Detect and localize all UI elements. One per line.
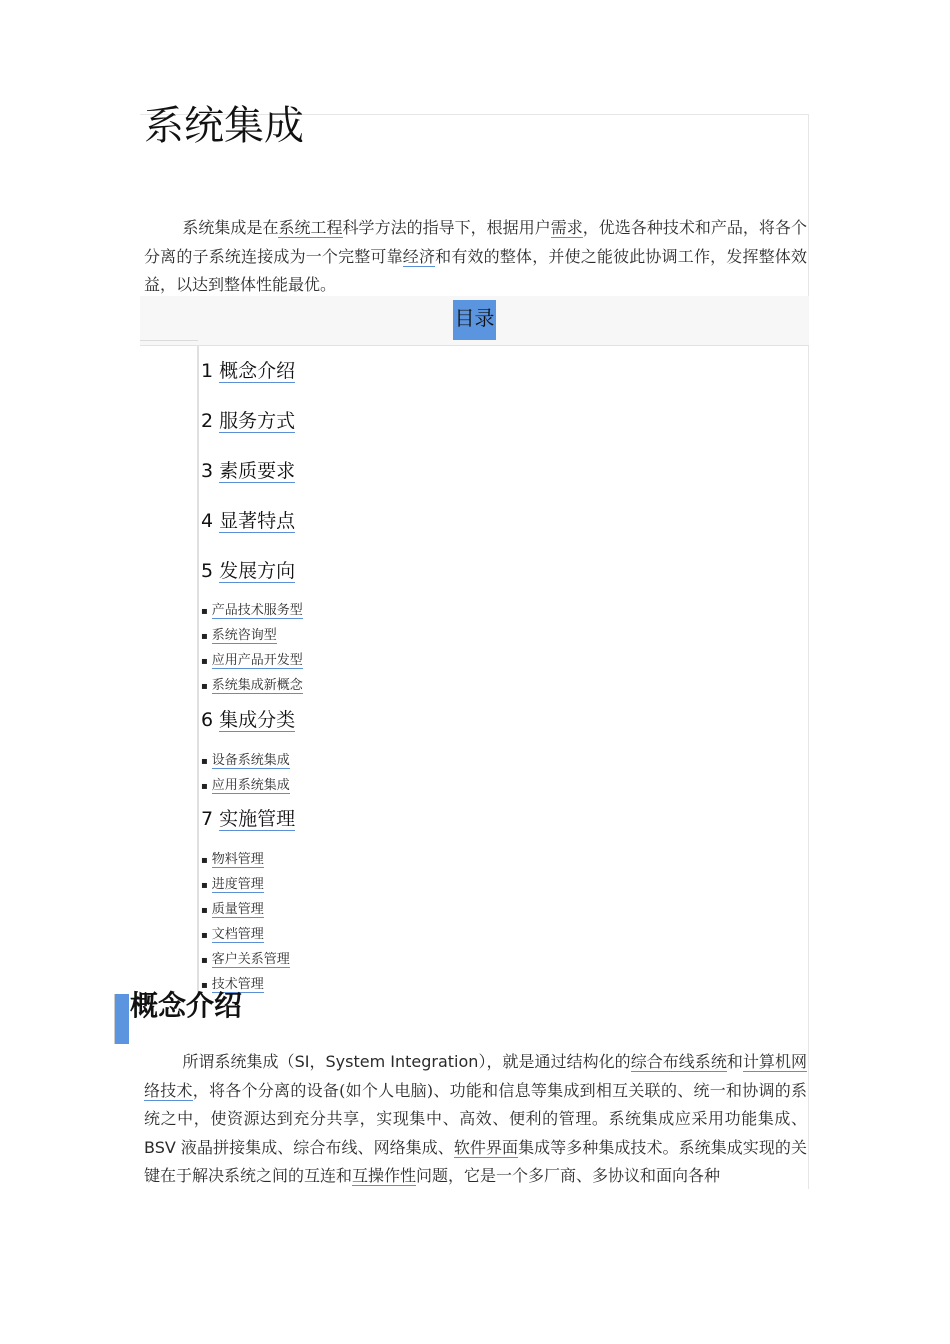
bullet-icon: ▪: [201, 880, 208, 891]
toc-subitem[interactable]: [201, 652, 303, 671]
bullet-icon: ▪: [201, 681, 208, 692]
toc-num: 6: [201, 709, 214, 731]
section-title: 概念介绍: [130, 989, 243, 1022]
toc-item-3[interactable]: [201, 458, 295, 484]
toc-header: [140, 296, 809, 346]
toc-num: 2: [201, 410, 214, 432]
toc-link[interactable]: 服务方式: [219, 410, 296, 432]
toc-link[interactable]: 发展方向: [219, 560, 296, 582]
toc-sublink[interactable]: 客户关系管理: [211, 952, 290, 967]
intro-text: 系统集成是在: [182, 218, 279, 237]
bullet-icon: ▪: [201, 781, 208, 792]
intro-text: 和有效的整体，并使之能彼此协调工作，发挥整体效益，以达到整体性能最优。: [144, 246, 807, 294]
toc-title: 目录: [453, 300, 496, 340]
toc-num: 4: [201, 510, 214, 532]
body-text: 问题，它是一个多厂商、多协议和面向各种: [416, 1166, 721, 1185]
toc-sublink[interactable]: 系统集成新概念: [211, 678, 303, 693]
intro-text: ，优选各种技术和产品，将各个分离的子系统连接成为一个完整可靠: [144, 218, 807, 266]
body-text: ，将各个分离的设备(如个人电脑)、功能和信息等集成到相互关联的、统一和协调的系统之中，使资源达到充分共享，实现集中、高效、便利的管理。系统集成应采用功能集成、: [144, 1080, 807, 1128]
toc-subitem[interactable]: [201, 926, 264, 945]
toc-subitem[interactable]: [201, 876, 264, 895]
bullet-icon: ▪: [201, 756, 208, 767]
bullet-icon: ▪: [201, 955, 208, 966]
toc-subitem[interactable]: [201, 602, 303, 621]
toc-num: 5: [201, 560, 214, 582]
toc-link[interactable]: 显著特点: [219, 510, 296, 532]
section-marker: [114, 994, 129, 1044]
bullet-icon: ▪: [201, 980, 208, 991]
toc-num: 7: [201, 808, 214, 830]
intro-paragraph: [144, 214, 807, 300]
link-interoperability[interactable]: 互操作性: [352, 1166, 417, 1185]
bullet-icon: ▪: [201, 656, 208, 667]
page-title: 系统集成: [144, 103, 304, 149]
toc-sublink[interactable]: 应用系统集成: [211, 778, 290, 793]
body-text: ），就是通过结构化的: [478, 1052, 631, 1071]
toc-sublink[interactable]: 技术管理: [211, 977, 264, 992]
toc-sublink[interactable]: 系统咨询型: [211, 628, 277, 643]
toc-item-4[interactable]: [201, 508, 295, 534]
bullet-icon: ▪: [201, 606, 208, 617]
toc-subitem[interactable]: [201, 627, 277, 646]
bullet-icon: ▪: [201, 631, 208, 642]
link-software-interface[interactable]: 软件界面: [453, 1137, 519, 1157]
toc-subitem[interactable]: [201, 677, 303, 696]
body-text: 集成等多种集成技术。系统集成实现的关键在于解决系统之间的互连和: [144, 1137, 807, 1185]
toc-link[interactable]: 实施管理: [219, 808, 296, 830]
toc-sublink[interactable]: 进度管理: [211, 877, 264, 892]
toc-sublink[interactable]: 质量管理: [211, 902, 264, 917]
link-economy[interactable]: 经济: [402, 246, 436, 266]
body-text: BSV: [144, 1137, 176, 1157]
toc-sublink[interactable]: 应用产品开发型: [211, 653, 303, 668]
toc-divider: [140, 340, 198, 341]
intro-text: 科学方法的指导下，根据用户: [342, 218, 551, 237]
section-paragraph: [144, 1048, 807, 1191]
toc-sublink[interactable]: 产品技术服务型: [211, 603, 303, 618]
link-network-technology[interactable]: 计算机网络技术: [144, 1052, 807, 1100]
toc-subitem[interactable]: [201, 951, 290, 970]
toc-sublink[interactable]: 物料管理: [211, 852, 264, 867]
toc-link[interactable]: 集成分类: [219, 709, 296, 731]
toc-item-6[interactable]: [201, 707, 295, 733]
body-text: SI，System Integration: [294, 1052, 479, 1071]
toc-item-1[interactable]: [201, 358, 295, 384]
body-text: 和: [726, 1052, 743, 1071]
toc-divider: [197, 346, 199, 996]
toc-num: 1: [201, 360, 214, 382]
link-system-engineering[interactable]: 系统工程: [278, 218, 343, 237]
link-demand[interactable]: 需求: [550, 218, 583, 237]
toc-subitem[interactable]: [201, 752, 290, 771]
toc-link[interactable]: 概念介绍: [219, 360, 296, 382]
toc-item-2[interactable]: [201, 408, 295, 434]
toc-item-5[interactable]: [201, 558, 295, 584]
body-text: 液晶拼接集成、综合布线、网络集成、: [175, 1137, 454, 1157]
toc-item-7[interactable]: [201, 806, 295, 832]
link-cabling-system[interactable]: 综合布线系统: [630, 1052, 727, 1071]
toc-sublink[interactable]: 文档管理: [211, 927, 264, 942]
toc-subitem[interactable]: [201, 777, 290, 796]
toc-subitem[interactable]: [201, 901, 264, 920]
bullet-icon: ▪: [201, 905, 208, 916]
toc-num: 3: [201, 460, 214, 482]
bullet-icon: ▪: [201, 930, 208, 941]
body-text: 所谓系统集成（: [182, 1052, 295, 1071]
toc-sublink[interactable]: 设备系统集成: [211, 753, 290, 768]
bullet-icon: ▪: [201, 855, 208, 866]
toc-link[interactable]: 素质要求: [219, 460, 296, 482]
toc-subitem[interactable]: [201, 851, 264, 870]
